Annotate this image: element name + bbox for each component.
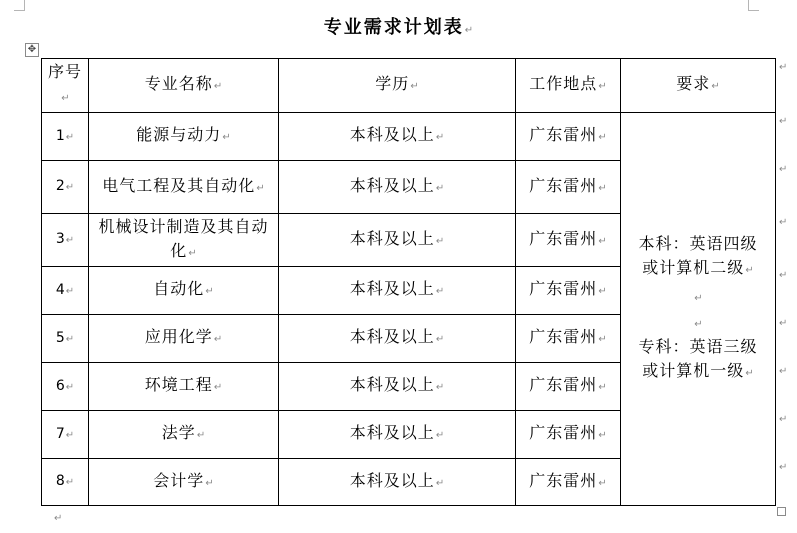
cell-location[interactable] xyxy=(516,267,621,315)
paragraph-mark-icon: ↵ xyxy=(435,235,445,247)
major-value: 自动化 xyxy=(153,279,205,298)
cell-major[interactable] xyxy=(89,315,279,363)
location-value: 广东雷州 xyxy=(529,125,598,144)
cell-major[interactable] xyxy=(89,411,279,459)
cell-degree[interactable] xyxy=(279,315,516,363)
paragraph-mark-icon: ↵ xyxy=(213,334,223,345)
location-value: 广东雷州 xyxy=(529,228,598,248)
plan-table xyxy=(41,58,776,506)
paragraph-mark-icon: ↵ xyxy=(745,265,754,276)
cell-degree[interactable] xyxy=(279,161,516,214)
cell-seq[interactable] xyxy=(42,214,89,267)
paragraph-mark-icon: ↵ xyxy=(598,477,607,489)
header-degree-label: 学历 xyxy=(375,74,410,93)
header-requirement-label: 要求 xyxy=(676,74,711,93)
paragraph-mark-icon: ↵ xyxy=(435,430,445,441)
cell-location[interactable] xyxy=(516,363,621,411)
cell-seq[interactable] xyxy=(42,161,89,214)
cell-major[interactable] xyxy=(89,363,279,411)
degree-value: 本科及以上 xyxy=(349,375,435,394)
table-row xyxy=(42,113,776,161)
cell-major[interactable] xyxy=(89,113,279,161)
paragraph-mark-icon: ↵ xyxy=(410,81,419,92)
paragraph-mark-icon: ↵ xyxy=(598,182,607,194)
paragraph-mark-icon: ↵ xyxy=(196,430,206,441)
header-location-label: 工作地点 xyxy=(529,74,598,93)
seq-value: 7 xyxy=(55,425,65,442)
row-end-mark-icon: ↵ xyxy=(779,62,788,73)
degree-value: 本科及以上 xyxy=(349,470,435,490)
paragraph-mark-icon: ↵ xyxy=(213,382,223,393)
cell-location[interactable] xyxy=(516,214,621,267)
requirement-college-line2: 或计算机一级↵ xyxy=(642,361,754,380)
cell-location[interactable] xyxy=(516,411,621,459)
major-value: 应用化学 xyxy=(144,327,213,346)
major-value: 能源与动力 xyxy=(136,125,222,144)
cell-degree[interactable] xyxy=(279,267,516,315)
paragraph-mark-icon: ↵ xyxy=(222,132,231,143)
seq-value: 3 xyxy=(55,231,65,247)
paragraph-mark-icon: ↵ xyxy=(711,81,720,92)
row-end-mark-icon: ↵ xyxy=(779,217,788,228)
paragraph-mark-icon: ↵ xyxy=(256,182,265,194)
paragraph-mark-icon: ↵ xyxy=(435,182,445,194)
paragraph-mark-icon: ↵ xyxy=(598,430,607,441)
major-value: 电气工程及其自动化 xyxy=(102,175,256,195)
seq-value: 2 xyxy=(55,178,65,194)
paragraph-mark-icon: ↵ xyxy=(435,334,445,345)
paragraph-mark-icon: ↵ xyxy=(213,81,223,92)
paragraph-mark-icon: ↵ xyxy=(464,25,474,36)
paragraph-mark-icon: ↵ xyxy=(65,285,75,297)
header-major-label: 专业名称 xyxy=(144,74,213,93)
cell-degree[interactable] xyxy=(279,411,516,459)
degree-value: 本科及以上 xyxy=(349,125,435,144)
degree-value: 本科及以上 xyxy=(349,327,435,346)
cell-location[interactable] xyxy=(516,459,621,506)
row-end-mark-icon: ↵ xyxy=(779,462,788,473)
seq-value: 1 xyxy=(55,127,65,144)
row-end-mark-icon: ↵ xyxy=(779,318,788,329)
cell-degree[interactable] xyxy=(279,363,516,411)
paragraph-mark-icon: ↵ xyxy=(435,132,445,143)
cell-major[interactable] xyxy=(89,214,279,267)
document-title xyxy=(0,14,797,45)
cell-degree[interactable] xyxy=(279,459,516,506)
requirement-undergrad-line1: 本科：英语四级 xyxy=(638,234,758,253)
degree-value: 本科及以上 xyxy=(349,423,435,442)
cell-location[interactable] xyxy=(516,315,621,363)
paragraph-mark-icon: ↵ xyxy=(745,368,754,379)
paragraph-mark-icon: ↵ xyxy=(694,319,703,330)
document-title-text: 专业需求计划表 xyxy=(323,17,464,38)
paragraph-mark-icon: ↵ xyxy=(65,182,75,193)
paragraph-mark-icon: ↵ xyxy=(65,429,75,441)
paragraph-mark-icon: ↵ xyxy=(598,286,607,297)
location-value: 广东雷州 xyxy=(529,279,598,298)
paragraph-mark-icon: ↵ xyxy=(435,286,445,297)
degree-value: 本科及以上 xyxy=(349,228,435,248)
cell-degree[interactable] xyxy=(279,113,516,161)
cell-location[interactable] xyxy=(516,161,621,214)
page-corner-mark-top-left xyxy=(14,0,25,11)
cell-seq[interactable] xyxy=(42,411,89,459)
location-value: 广东雷州 xyxy=(529,375,598,394)
paragraph-mark-icon: ↵ xyxy=(598,235,607,247)
cell-requirement[interactable] xyxy=(621,113,776,506)
paragraph-mark-icon: ↵ xyxy=(694,293,703,304)
seq-value: 6 xyxy=(55,377,65,394)
seq-value: 5 xyxy=(55,329,65,346)
paragraph-mark-icon: ↵ xyxy=(435,382,445,393)
cell-major[interactable] xyxy=(89,267,279,315)
paragraph-mark-icon: ↵ xyxy=(205,477,214,489)
requirement-undergrad-line2: 或计算机二级↵ xyxy=(642,258,754,277)
degree-value: 本科及以上 xyxy=(349,175,435,195)
row-end-mark-icon: ↵ xyxy=(779,270,788,281)
cell-seq[interactable] xyxy=(42,459,89,506)
cell-degree[interactable] xyxy=(279,214,516,267)
paragraph-mark-icon: ↵ xyxy=(598,382,607,393)
paragraph-mark-icon: ↵ xyxy=(188,247,197,259)
cell-major[interactable] xyxy=(89,161,279,214)
paragraph-mark-icon: ↵ xyxy=(65,381,75,393)
paragraph-mark-icon: ↵ xyxy=(54,513,63,524)
paragraph-mark-icon: ↵ xyxy=(65,333,75,345)
cell-major[interactable] xyxy=(89,459,279,506)
table-resize-handle-icon[interactable] xyxy=(777,507,786,516)
paragraph-mark-icon: ↵ xyxy=(65,131,75,143)
table-move-handle-icon[interactable]: ✥ xyxy=(25,43,39,57)
table-header-row xyxy=(42,59,776,113)
row-end-mark-icon: ↵ xyxy=(779,414,788,425)
location-value: 广东雷州 xyxy=(529,470,598,490)
header-requirement[interactable] xyxy=(621,59,776,113)
paragraph-mark-icon: ↵ xyxy=(65,235,75,246)
paragraph-mark-icon: ↵ xyxy=(435,477,445,489)
header-major[interactable] xyxy=(89,59,279,113)
row-end-mark-icon: ↵ xyxy=(779,164,788,175)
cell-seq[interactable] xyxy=(42,315,89,363)
header-location[interactable] xyxy=(516,59,621,113)
major-value: 法学 xyxy=(161,423,196,442)
major-value: 环境工程 xyxy=(144,375,213,394)
paragraph-mark-icon: ↵ xyxy=(205,286,214,297)
seq-value: 8 xyxy=(55,473,65,489)
seq-value: 4 xyxy=(55,281,65,298)
row-end-mark-icon: ↵ xyxy=(779,116,788,127)
empty-paragraph xyxy=(623,283,773,309)
page-corner-mark-top-right xyxy=(748,0,759,11)
header-seq-label: 序号 xyxy=(47,62,82,81)
paragraph-mark-icon: ↵ xyxy=(598,132,607,143)
header-seq[interactable] xyxy=(42,59,89,113)
empty-paragraph xyxy=(623,309,773,335)
paragraph-mark-icon: ↵ xyxy=(65,477,75,488)
requirement-college-line1: 专科：英语三级 xyxy=(638,337,758,356)
paragraph-mark-icon: ↵ xyxy=(598,334,607,345)
location-value: 广东雷州 xyxy=(529,327,598,346)
cell-seq[interactable] xyxy=(42,113,89,161)
major-value: 机械设计制造及其自动化 xyxy=(98,216,269,260)
cell-seq[interactable] xyxy=(42,267,89,315)
location-value: 广东雷州 xyxy=(529,423,598,442)
degree-value: 本科及以上 xyxy=(349,279,435,298)
header-degree[interactable] xyxy=(279,59,516,113)
cell-seq[interactable] xyxy=(42,363,89,411)
paragraph-mark-icon: ↵ xyxy=(61,93,70,104)
row-end-mark-icon: ↵ xyxy=(779,366,788,377)
location-value: 广东雷州 xyxy=(529,175,598,195)
paragraph-mark-icon: ↵ xyxy=(598,81,607,92)
major-value: 会计学 xyxy=(153,470,205,490)
cell-location[interactable] xyxy=(516,113,621,161)
